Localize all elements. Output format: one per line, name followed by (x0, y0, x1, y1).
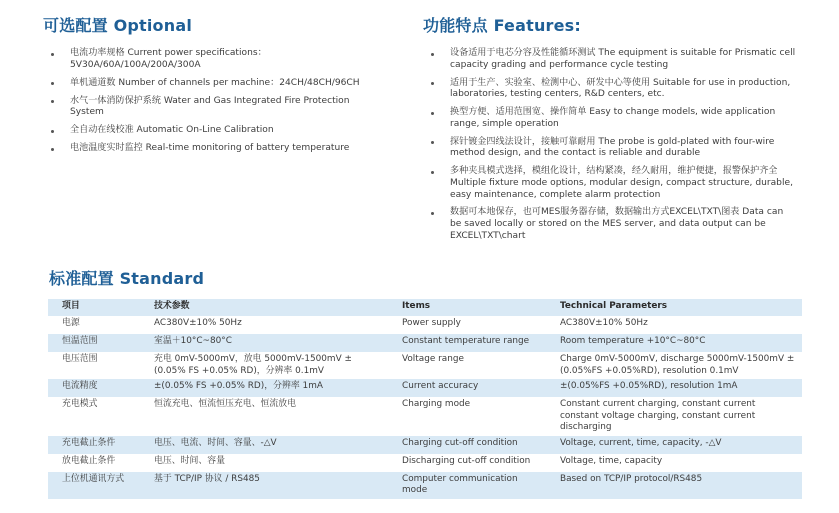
table-cell: Voltage, current, time, capacity, -△V (560, 437, 722, 448)
header-cell: 技术参数 (154, 301, 190, 311)
table-row (48, 454, 802, 472)
list-item: 水气一体消防保护系统 Water and Gas Integrated Fire Protection System (46, 96, 386, 119)
table-row (48, 397, 802, 436)
optional-title: 可选配置 Optional (43, 16, 193, 35)
table-cell: 室温＋10°C~80°C (154, 336, 232, 346)
table-cell: Charging cut-off condition (402, 437, 518, 448)
table-cell: 充电模式 (62, 399, 98, 409)
table-cell: Charging mode (402, 399, 471, 409)
table-cell: 充电截止条件 (62, 437, 116, 448)
table-cell: 电流精度 (62, 381, 98, 391)
table-cell: Charge 0mV-5000mV, discharge 5000mV-1500mV ±(0.05%FS +0.05%RD), resolution 0.1mV (560, 354, 795, 376)
standard-title: 标准配置 Standard (49, 269, 205, 288)
table-cell: Voltage, time, capacity (560, 455, 663, 466)
table-row (48, 436, 802, 454)
table-cell: Power supply (402, 318, 461, 328)
table-row (48, 352, 802, 379)
features-title: 功能特点 Features: (423, 16, 582, 35)
table-cell: Based on TCP/IP protocol/RS485 (560, 473, 703, 484)
table-cell: Room temperature +10°C~80°C (560, 336, 706, 346)
table-cell: ±(0.05% FS +0.05% RD)，分辨率 1mA (154, 381, 323, 391)
list-item: 换型方便、适用范围宽、操作简单 Easy to change models, wide application range, simple operation (426, 107, 796, 130)
table-cell: Constant temperature range (402, 336, 530, 346)
table-cell: AC380V±10% 50Hz (154, 318, 242, 328)
table-cell: Discharging cut-off condition (402, 455, 531, 466)
table-cell: 电压、电流、时间、容量、-△V (154, 437, 277, 448)
table-cell: 电压、时间、容量 (154, 455, 225, 466)
table-cell: 电压范围 (62, 354, 98, 364)
standard-table (48, 299, 802, 499)
features-list (426, 48, 796, 249)
table-cell: 上位机通讯方式 (62, 473, 125, 484)
optional-list (46, 48, 386, 161)
table-row (48, 334, 802, 352)
table-row (48, 316, 802, 334)
table-cell: 恒流充电、恒流恒压充电、恒流放电 (154, 399, 296, 409)
table-cell: 基于 TCP/IP 协议 / RS485 (154, 473, 260, 484)
header-cell: 项目 (62, 301, 80, 311)
table-header-row (48, 299, 802, 316)
table-cell: Current accuracy (402, 381, 479, 391)
table-cell: 电源 (62, 318, 80, 328)
table-cell: 放电截止条件 (62, 455, 116, 466)
header-cell: Technical Parameters (560, 301, 668, 311)
table-cell: 恒温范围 (62, 336, 98, 346)
table-row (48, 379, 802, 397)
header-cell: Items (402, 301, 431, 311)
table-cell: Constant current charging, constant current constant voltage charging, constant current discharging (560, 399, 756, 432)
list-item: 多种夹具模式选择，模组化设计，结构紧凑，经久耐用，维护便捷，报警保护齐全 Multiple fixture mode options, modular design, compact structure, durable, easy maintenance, complete alarm protection (426, 166, 796, 201)
table-cell: AC380V±10% 50Hz (560, 318, 648, 328)
list-item: 数据可本地保存，也可MES服务器存储，数据输出方式EXCEL\TXT\图表 Data can be saved locally or stored on the MES server, and data output can be EXCEL\TXT\chart (426, 207, 796, 242)
list-item: 全自动在线校准 Automatic On-Line Calibration (46, 125, 386, 137)
table-cell: 充电 0mV-5000mV，放电 5000mV-1500mV ±(0.05% FS +0.05% RD)，分辨率 0.1mV (154, 354, 352, 376)
list-item: 电流功率规格 Current power specifications：5V30A/60A/100A/200A/300A (46, 48, 386, 71)
table-cell: ±(0.05%FS +0.05%RD), resolution 1mA (560, 381, 738, 391)
list-item: 探针镀金四线法设计，接触可靠耐用 The probe is gold-plated with four-wire method design, and the contact is reliable and durable (426, 137, 796, 160)
list-item: 设备适用于电芯分容及性能循环测试 The equipment is suitable for Prismatic cell capacity grading and performance cycle testing (426, 48, 796, 71)
list-item: 电池温度实时监控 Real-time monitoring of battery temperature (46, 143, 386, 155)
list-item: 适用于生产、实验室、检测中心、研发中心等使用 Suitable for use in production, laboratories, testing centers, R&D centers, etc. (426, 78, 796, 101)
table-cell: Computer communication mode (402, 473, 518, 495)
table-cell: Voltage range (402, 354, 464, 364)
table-row (48, 472, 802, 499)
list-item: 单机通道数 Number of channels per machine：24CH/48CH/96CH (46, 78, 386, 90)
